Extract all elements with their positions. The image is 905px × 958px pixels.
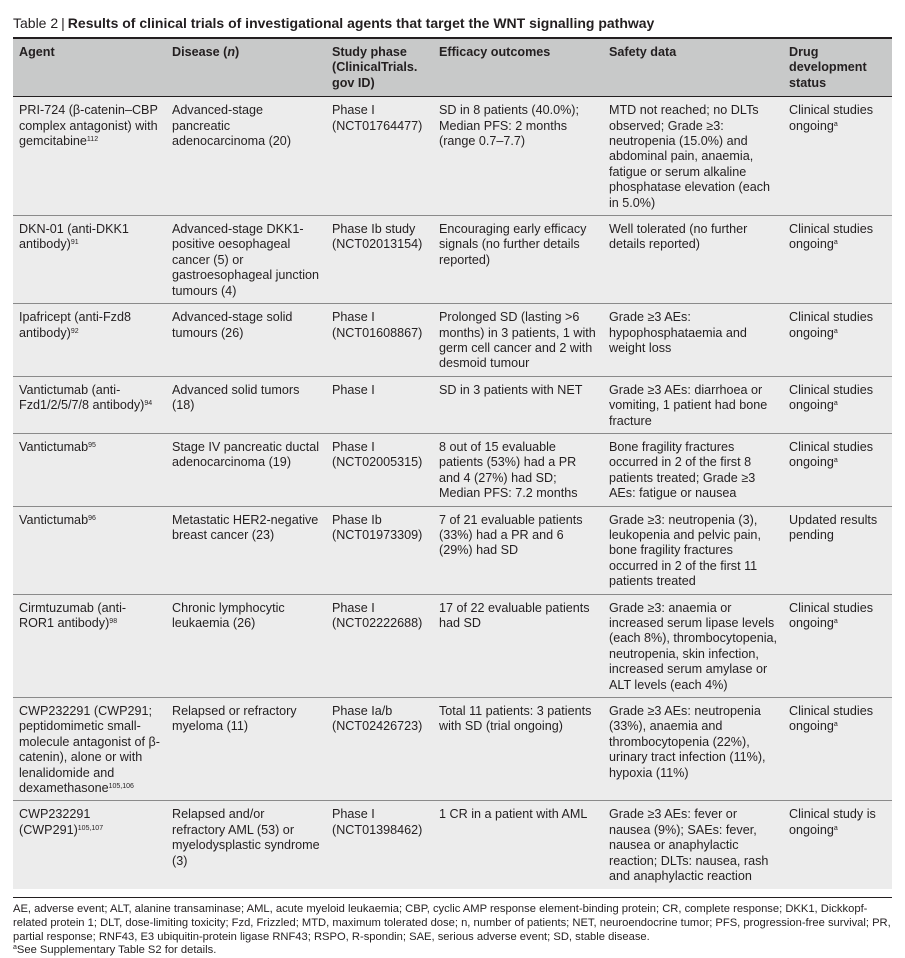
- status-cell: [783, 594, 892, 697]
- reference-superscript: a: [833, 327, 838, 335]
- efficacy-cell-text: Encouraging early efficacy signals (no further details reported): [439, 222, 587, 267]
- reference-superscript: a: [833, 618, 838, 625]
- study-phase-cell-text: Phase I (NCT02222688): [332, 600, 423, 630]
- reference-superscript: 98: [109, 618, 118, 625]
- status-cell: [783, 506, 892, 594]
- safety-cell-text: Grade ≥3 AEs: hypophosphataemia and weight loss: [609, 310, 747, 355]
- disease-cell-text: Metastatic HER2-negative breast cancer (23): [172, 512, 319, 542]
- efficacy-cell-text: 17 of 22 evaluable patients had SD: [439, 600, 590, 630]
- study-phase-cell-text: Phase I (NCT01764477): [332, 103, 423, 133]
- efficacy-cell: [433, 801, 603, 889]
- header-disease: [166, 38, 326, 97]
- table-body: [13, 97, 892, 889]
- supplementary-footnote: [13, 944, 892, 958]
- status-cell-text: Clinical studies ongoing: [789, 600, 873, 630]
- safety-cell-text: Bone fragility fractures occurred in 2 of the first 8 patients treated; Grade ≥3 AEs: fatigue or nausea: [609, 439, 756, 501]
- table-row: [13, 506, 892, 594]
- table-row: [13, 97, 892, 216]
- clinical-trials-table: [13, 37, 892, 889]
- status-cell-text: Clinical study is ongoing: [789, 807, 876, 837]
- status-cell-text: Clinical studies ongoing: [789, 103, 873, 133]
- header-efficacy: Efficacy outcomes: [433, 38, 603, 97]
- safety-cell: [603, 97, 783, 216]
- safety-cell: [603, 216, 783, 304]
- header-safety: Safety data: [603, 38, 783, 97]
- status-cell: [783, 801, 892, 889]
- reference-superscript: 91: [70, 239, 79, 247]
- safety-cell-text: Grade ≥3 AEs: fever or nausea (9%); SAEs: fever, nausea or anaphylactic reaction; DLTs: nausea, rash and anaphylactic reaction: [609, 807, 769, 884]
- reference-superscript: 95: [88, 441, 96, 449]
- status-cell: [783, 698, 892, 801]
- disease-cell: [166, 304, 326, 377]
- table-row: [13, 216, 892, 304]
- efficacy-cell: [433, 698, 603, 801]
- disease-cell-text: Advanced-stage solid tumours (26): [172, 310, 293, 340]
- efficacy-cell-text: SD in 8 patients (40.0%); Median PFS: 2 months (range 0.7–7.7): [439, 103, 580, 149]
- efficacy-cell: [433, 594, 603, 697]
- efficacy-cell: [433, 97, 603, 216]
- agent-cell: [13, 433, 166, 506]
- agent-cell-text: PRI-724 (β-catenin–CBP complex antagonist) with gemcitabine: [19, 103, 158, 149]
- agent-cell-text: Vantictumab: [19, 512, 89, 527]
- agent-cell-text: DKN-01 (anti-DKK1 antibody): [19, 222, 129, 252]
- efficacy-cell: [433, 506, 603, 594]
- reference-superscript: 105,106: [108, 783, 134, 791]
- efficacy-cell: [433, 433, 603, 506]
- agent-cell: [13, 594, 166, 697]
- study-phase-cell: [326, 376, 433, 433]
- table-footnotes: [13, 897, 892, 958]
- header-status: Drug development status: [783, 38, 892, 97]
- agent-cell: [13, 304, 166, 377]
- caption-separator: |: [61, 15, 65, 31]
- study-phase-cell: [326, 506, 433, 594]
- table-title: Results of clinical trials of investigational agents that target the WNT signalling pathway: [67, 15, 655, 31]
- disease-cell: [166, 506, 326, 594]
- efficacy-cell: [433, 304, 603, 377]
- footnote-marker: a: [13, 944, 17, 952]
- status-cell-text: Clinical studies ongoing: [789, 382, 873, 413]
- status-cell-text: Clinical studies ongoing: [789, 704, 873, 734]
- table-row: [13, 698, 892, 801]
- disease-cell-text: Advanced-stage pancreatic adenocarcinoma (20): [172, 103, 292, 149]
- disease-cell: [166, 216, 326, 304]
- safety-cell-text: MTD not reached; no DLTs observed; Grade ≥3: neutropenia (15.0%) and abdominal pain, anaemia, fatigue or serum alkaline phosphatase elevation (each in 5.0%): [609, 103, 771, 210]
- agent-cell: [13, 506, 166, 594]
- study-phase-cell-text: Phase I: [332, 382, 375, 397]
- reference-superscript: 96: [88, 514, 96, 522]
- header-study-phase: Study phase (ClinicalTrials. gov ID): [326, 38, 433, 97]
- disease-cell-text: Relapsed or refractory myeloma (11): [172, 704, 297, 734]
- safety-cell-text: Grade ≥3 AEs: diarrhoea or vomiting, 1 patient had bone fracture: [609, 382, 768, 428]
- disease-cell-text: Stage IV pancreatic ductal adenocarcinoma (19): [172, 439, 320, 470]
- abbreviations-footnote: AE, adverse event; ALT, alanine transaminase; AML, acute myeloid leukaemia; CBP, cyclic AMP response element-binding protein; CR, complete response; DKK1, Dickkopf-related protein 1; DLT, dose-limiting toxicity; Fzd, Frizzled; MTD, maximum tolerated dose; n, number of patients; NET, neuroendocrine tumor; PFS, progression-free survival; PR, partial response; RNF43, E3 ubiquitin-protein ligase RNF43; RSPO, R-spondin; SAE, serious adverse event; SD, stable disease.: [13, 903, 891, 943]
- disease-cell-text: Advanced-stage DKK1-positive oesophageal cancer (5) or gastroesophageal junction tumours (4): [172, 222, 320, 298]
- safety-cell-text: Grade ≥3: anaemia or increased serum lipase levels (each 8%), thrombocytopenia, neutropenia, skin infection, increased serum amylase or ALT levels (each 4%): [609, 600, 778, 692]
- study-phase-cell-text: Phase I (NCT01608867): [332, 310, 423, 340]
- header-disease-label: Disease (: [172, 45, 228, 59]
- safety-cell: [603, 376, 783, 433]
- reference-superscript: a: [833, 721, 838, 729]
- table-number: Table 2: [13, 15, 59, 31]
- study-phase-cell-text: Phase I (NCT01398462): [332, 807, 423, 837]
- status-cell-text: Clinical studies ongoing: [789, 222, 873, 252]
- reference-superscript: a: [833, 824, 838, 832]
- reference-superscript: 105,107: [77, 824, 104, 832]
- disease-cell: [166, 97, 326, 216]
- efficacy-cell-text: 8 out of 15 evaluable patients (53%) had a PR and 4 (27%) had SD; Median PFS: 7.2 months: [439, 439, 578, 501]
- efficacy-cell-text: 1 CR in a patient with AML: [439, 807, 588, 822]
- study-phase-cell-text: Phase Ib study (NCT02013154): [332, 222, 423, 252]
- study-phase-cell: [326, 216, 433, 304]
- efficacy-cell-text: SD in 3 patients with NET: [439, 382, 583, 397]
- reference-superscript: 92: [70, 327, 79, 335]
- agent-cell: [13, 801, 166, 889]
- study-phase-cell: [326, 304, 433, 377]
- reference-superscript: a: [833, 400, 838, 408]
- study-phase-cell: [326, 433, 433, 506]
- disease-cell: [166, 433, 326, 506]
- study-phase-cell: [326, 594, 433, 697]
- header-disease-close: ): [235, 45, 240, 59]
- status-cell-text: Clinical studies ongoing: [789, 439, 873, 470]
- table-caption: [13, 14, 892, 32]
- table-row: [13, 376, 892, 433]
- study-phase-cell-text: Phase I (NCT02005315): [332, 439, 423, 470]
- safety-cell: [603, 594, 783, 697]
- efficacy-cell: [433, 376, 603, 433]
- study-phase-cell-text: Phase Ib (NCT01973309): [332, 512, 423, 542]
- table-header-row: [13, 38, 892, 97]
- disease-cell-text: Advanced solid tumors (18): [172, 382, 300, 413]
- table-row: [13, 304, 892, 377]
- disease-cell: [166, 376, 326, 433]
- reference-superscript: a: [833, 120, 838, 128]
- status-cell: [783, 376, 892, 433]
- agent-cell-text: Vantictumab: [19, 439, 89, 454]
- study-phase-cell: [326, 97, 433, 216]
- safety-cell: [603, 506, 783, 594]
- agent-cell: [13, 698, 166, 801]
- status-cell-text: Clinical studies ongoing: [789, 310, 873, 340]
- reference-superscript: 112: [86, 136, 99, 144]
- disease-cell: [166, 801, 326, 889]
- agent-cell: [13, 216, 166, 304]
- efficacy-cell-text: Total 11 patients: 3 patients with SD (trial ongoing): [439, 704, 592, 734]
- disease-cell-text: Relapsed and/or refractory AML (53) or myelodysplastic syndrome (3): [172, 807, 320, 868]
- study-phase-cell-text: Phase Ia/b (NCT02426723): [332, 704, 423, 734]
- table-row: [13, 433, 892, 506]
- status-cell: [783, 97, 892, 216]
- table-row: [13, 594, 892, 697]
- agent-cell: [13, 97, 166, 216]
- safety-cell: [603, 698, 783, 801]
- disease-cell: [166, 698, 326, 801]
- safety-cell: [603, 433, 783, 506]
- agent-cell-text: Cirmtuzumab (anti-ROR1 antibody): [19, 600, 127, 630]
- safety-cell: [603, 801, 783, 889]
- status-cell-text: Updated results pending: [789, 512, 878, 542]
- agent-cell-text: CWP232291 (CWP291): [19, 807, 91, 837]
- header-disease-n: n: [227, 45, 236, 59]
- agent-cell: [13, 376, 166, 433]
- safety-cell-text: Grade ≥3 AEs: neutropenia (33%), anaemia and thrombocytopenia (22%), urinary tract infection (11%), hypoxia (11%): [609, 704, 766, 780]
- study-phase-cell: [326, 801, 433, 889]
- efficacy-cell-text: Prolonged SD (lasting >6 months) in 3 patients, 1 with germ cell cancer and 2 with desmoid tumour: [439, 310, 596, 371]
- study-phase-cell: [326, 698, 433, 801]
- efficacy-cell: [433, 216, 603, 304]
- agent-cell-text: Vantictumab (anti-Fzd1/2/5/7/8 antibody): [19, 382, 145, 413]
- status-cell: [783, 433, 892, 506]
- table-row: [13, 801, 892, 889]
- safety-cell: [603, 304, 783, 377]
- header-agent: Agent: [13, 38, 166, 97]
- efficacy-cell-text: 7 of 21 evaluable patients (33%) had a PR and 6 (29%) had SD: [439, 512, 583, 558]
- status-cell: [783, 304, 892, 377]
- reference-superscript: 94: [144, 400, 153, 408]
- safety-cell-text: Well tolerated (no further details reported): [609, 222, 748, 252]
- agent-cell-text: CWP232291 (CWP291; peptidomimetic small-molecule antagonist of β-catenin), alone or with lenalidomide and dexamethasone: [19, 704, 160, 796]
- safety-cell-text: Grade ≥3: neutropenia (3), leukopenia and pelvic pain, bone fragility fractures occurred in 2 of the first 11 patients treated: [609, 512, 761, 589]
- footnote-text: See Supplementary Table S2 for details.: [16, 944, 217, 957]
- disease-cell-text: Chronic lymphocytic leukaemia (26): [172, 600, 285, 630]
- status-cell: [783, 216, 892, 304]
- agent-cell-text: Ipafricept (anti-Fzd8 antibody): [19, 310, 131, 340]
- reference-superscript: a: [833, 239, 838, 247]
- disease-cell: [166, 594, 326, 697]
- reference-superscript: a: [833, 457, 838, 465]
